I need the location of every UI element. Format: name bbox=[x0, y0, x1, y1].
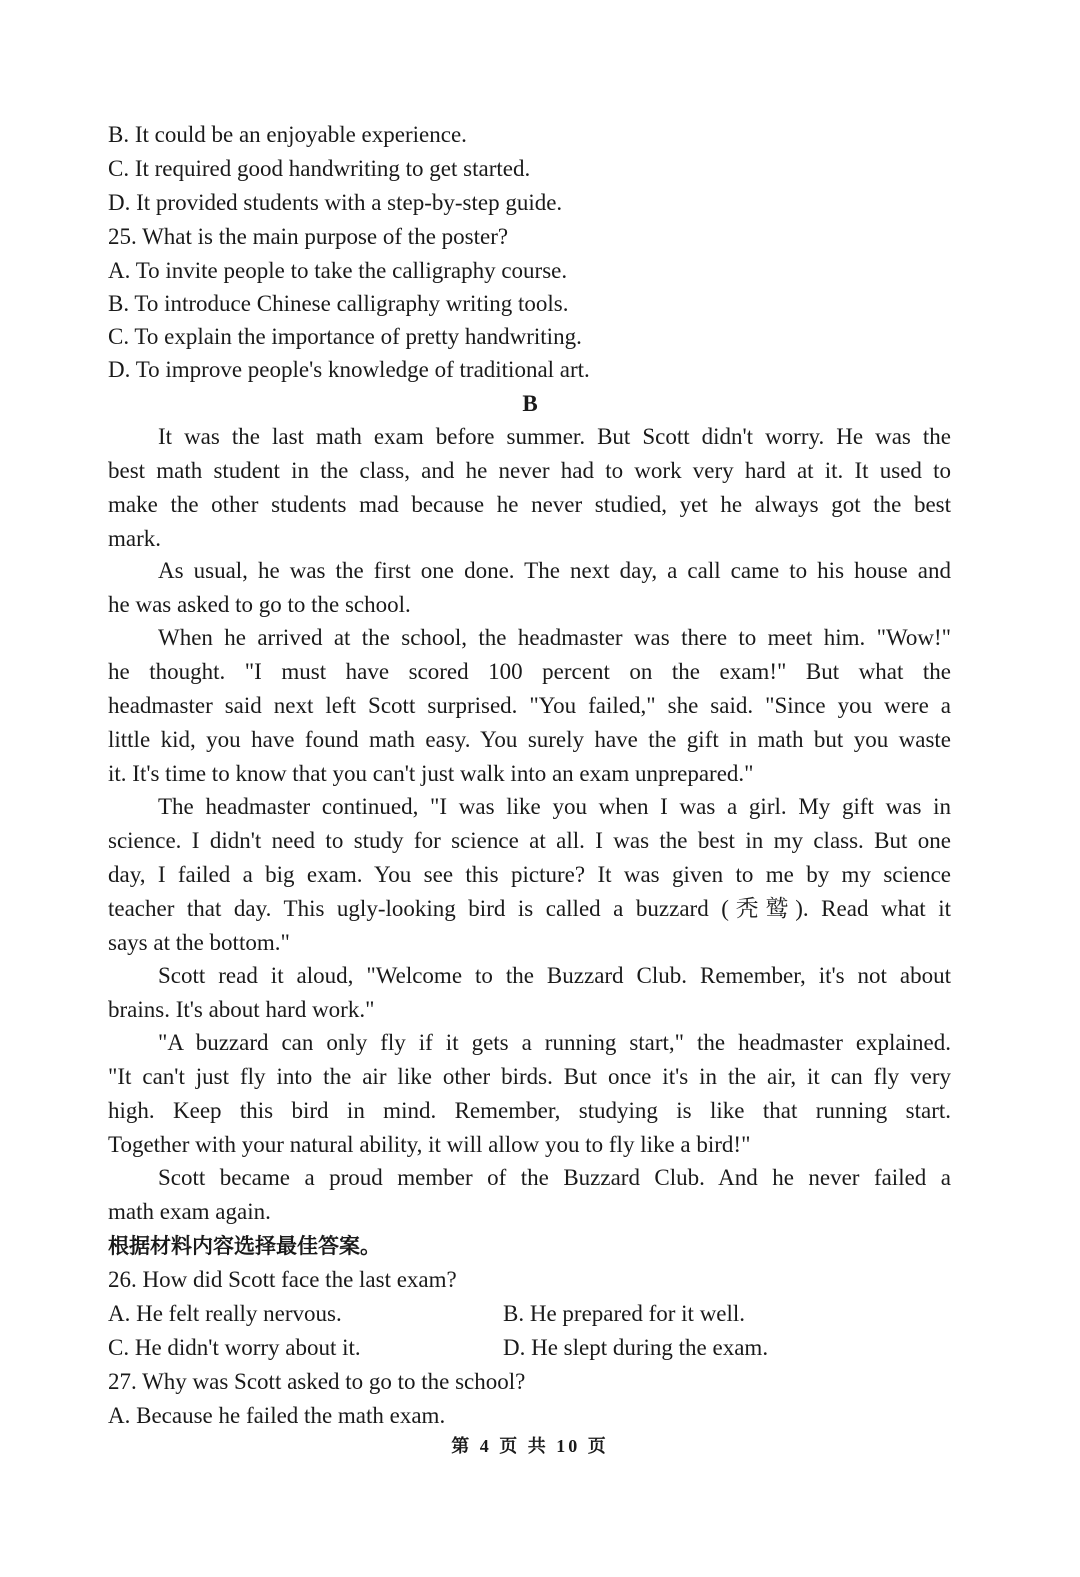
passage-line: As usual, he was the first one done. The next day, a call came to his house and bbox=[158, 558, 951, 583]
passage-line: brains. It's about hard work." bbox=[108, 997, 375, 1022]
instruction-text: 根据材料内容选择最佳答案。 bbox=[108, 1234, 381, 1258]
passage-line: Together with your natural ability, it will allow you to fly like a bird!" bbox=[108, 1132, 751, 1157]
q26-option-c: C. He didn't worry about it. bbox=[108, 1335, 361, 1360]
passage-line: math exam again. bbox=[108, 1199, 271, 1224]
passage-line: "A buzzard can only fly if it gets a running start," the headmaster explained. bbox=[158, 1030, 951, 1055]
q24-option-c: C. It required good handwriting to get started. bbox=[108, 156, 531, 181]
passage-line: It was the last math exam before summer. But Scott didn't worry. He was the bbox=[158, 424, 951, 449]
passage-line: Scott became a proud member of the Buzzard Club. And he never failed a bbox=[158, 1165, 951, 1190]
passage-line: The headmaster continued, "I was like you when I was a girl. My gift was in bbox=[158, 794, 951, 819]
passage-line: "It can't just fly into the air like other birds. But once it's in the air, it can fly very bbox=[108, 1064, 951, 1089]
passage-line: Scott read it aloud, "Welcome to the Buzzard Club. Remember, it's not about bbox=[158, 963, 951, 988]
passage-line: When he arrived at the school, the headmaster was there to meet him. "Wow!" bbox=[158, 625, 951, 650]
q26-option-b: B. He prepared for it well. bbox=[503, 1301, 746, 1326]
q25-option-a: A. To invite people to take the calligraphy course. bbox=[108, 258, 568, 283]
passage-line: it. It's time to know that you can't just walk into an exam unprepared." bbox=[108, 761, 754, 786]
page-number: 第 4 页 共 10 页 bbox=[451, 1436, 609, 1456]
passage-line: best math student in the class, and he never had to work very hard at it. It used to bbox=[108, 458, 951, 483]
q26-option-a: A. He felt really nervous. bbox=[108, 1301, 342, 1326]
passage-line: headmaster said next left Scott surprised. "You failed," she said. "Since you were a bbox=[108, 693, 951, 718]
q26-question: 26. How did Scott face the last exam? bbox=[108, 1267, 457, 1292]
passage-line: he was asked to go to the school. bbox=[108, 592, 411, 617]
passage-line: high. Keep this bird in mind. Remember, studying is like that running start. bbox=[108, 1098, 951, 1123]
q26-option-d: D. He slept during the exam. bbox=[503, 1335, 769, 1360]
passage-line: he thought. "I must have scored 100 percent on the exam!" But what the bbox=[108, 659, 951, 684]
q27-question: 27. Why was Scott asked to go to the school? bbox=[108, 1369, 526, 1394]
q25-option-c: C. To explain the importance of pretty handwriting. bbox=[108, 324, 582, 349]
q25-option-d: D. To improve people's knowledge of traditional art. bbox=[108, 357, 590, 382]
passage-line: make the other students mad because he never studied, yet he always got the best bbox=[108, 492, 951, 517]
passage-line: mark. bbox=[108, 526, 162, 551]
q24-option-d: D. It provided students with a step-by-step guide. bbox=[108, 190, 563, 215]
q25-question: 25. What is the main purpose of the poster? bbox=[108, 224, 509, 249]
passage-line: little kid, you have found math easy. You surely have the gift in math but you waste bbox=[108, 727, 951, 752]
passage-line: day, I failed a big exam. You see this picture? It was given to me by my science bbox=[108, 862, 951, 887]
passage-line: teacher that day. This ugly-looking bird is called a buzzard (秃鹫). Read what it bbox=[108, 896, 951, 921]
q25-option-b: B. To introduce Chinese calligraphy writing tools. bbox=[108, 291, 569, 316]
q24-option-b: B. It could be an enjoyable experience. bbox=[108, 122, 467, 147]
q27-option-a: A. Because he failed the math exam. bbox=[108, 1403, 446, 1428]
passage-line: science. I didn't need to study for science at all. I was the best in my class. But one bbox=[108, 828, 951, 853]
section-b-heading: B bbox=[522, 391, 538, 416]
passage-line: says at the bottom." bbox=[108, 930, 290, 955]
